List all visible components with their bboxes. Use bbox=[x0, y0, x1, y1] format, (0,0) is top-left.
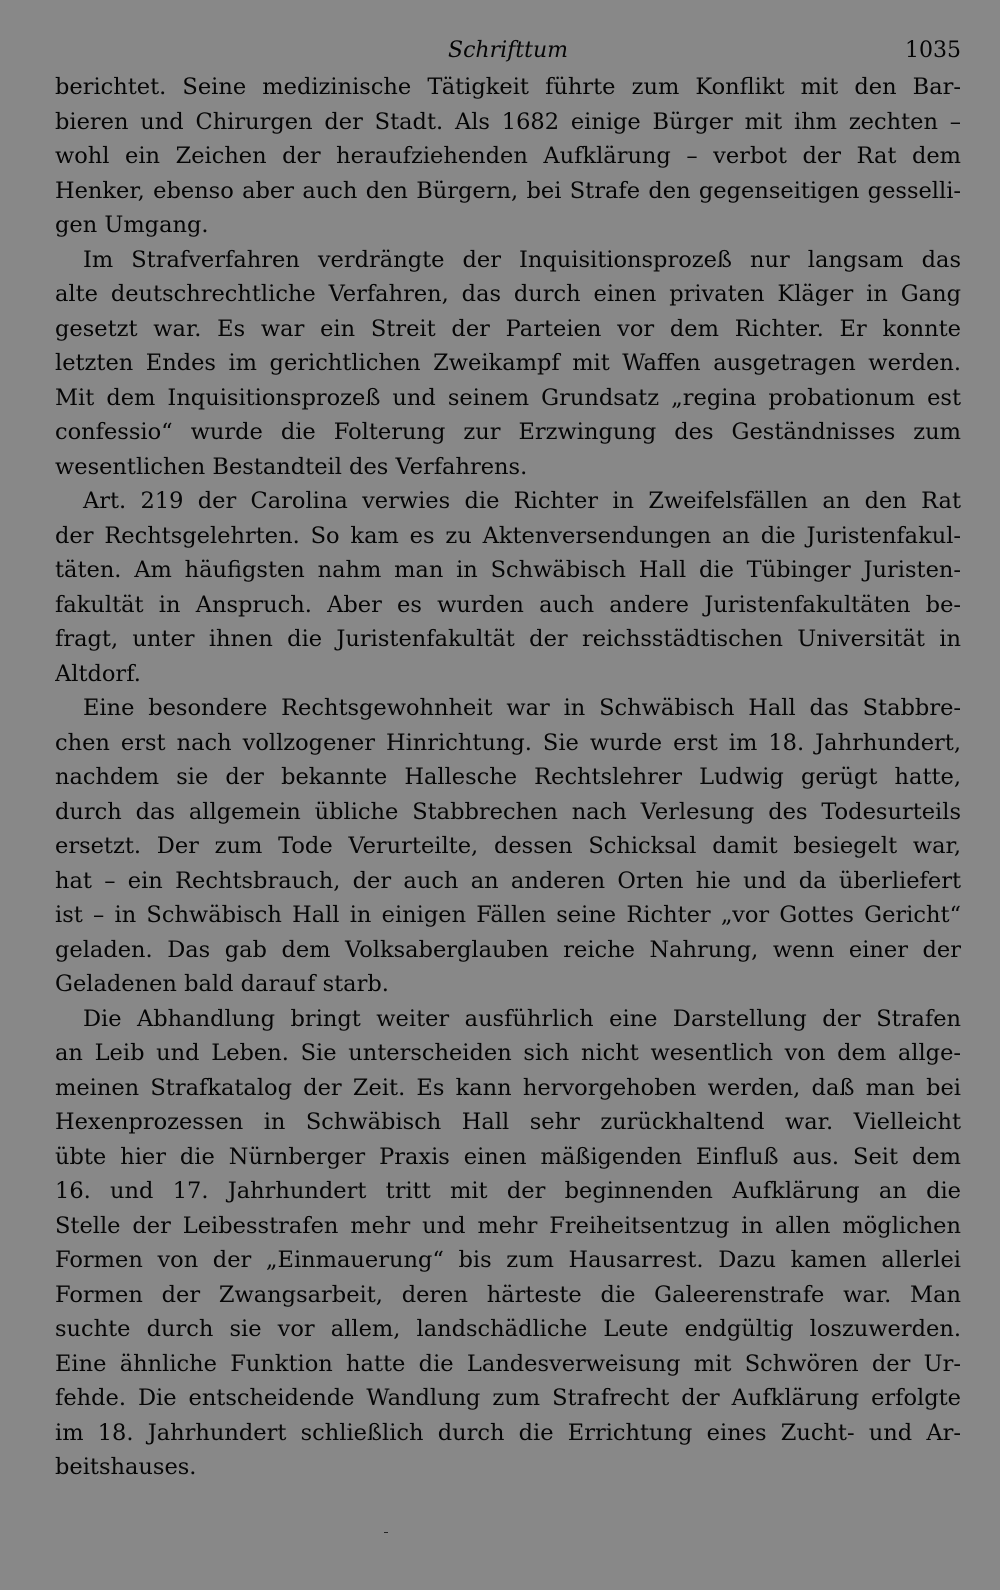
paragraph bbox=[55, 70, 961, 243]
text-line: Henker, ebenso aber auch den Bürgern, bei Strafe den gegenseitigen gesselli- bbox=[55, 177, 961, 204]
text-line: 16. und 17. Jahrhundert tritt mit der beginnenden Aufklärung an die bbox=[55, 1178, 961, 1204]
text-line: Altdorf. bbox=[55, 660, 141, 687]
paragraph bbox=[55, 691, 961, 1002]
text-line: übte hier die Nürnberger Praxis einen mäßigenden Einfluß aus. Seit dem bbox=[55, 1143, 961, 1170]
text-line: berichtet. Seine medizinische Tätigkeit führte zum Konflikt mit den Bar- bbox=[55, 74, 961, 100]
paragraph bbox=[55, 484, 961, 691]
running-title: Schrifttum bbox=[448, 38, 568, 63]
paragraph bbox=[55, 1002, 961, 1485]
text-line: Eine besondere Rechtsgewohnheit war in Schwäbisch Hall das Stabbre- bbox=[83, 695, 961, 721]
text-line: wohl ein Zeichen der heraufziehenden Aufklärung – verbot der Rat dem bbox=[55, 143, 961, 169]
text-line: Formen der Zwangsarbeit, deren härteste die Galeerenstrafe war. Man bbox=[55, 1281, 961, 1308]
text-line: an Leib und Leben. Sie unterscheiden sich nicht wesentlich von dem allge- bbox=[55, 1040, 961, 1066]
text-line: Art. 219 der Carolina verwies die Richter in Zweifelsfällen an den Rat bbox=[83, 488, 961, 514]
text-line: der Rechtsgelehrten. So kam es zu Aktenversendungen an die Juristenfakul- bbox=[55, 522, 961, 549]
running-head bbox=[55, 34, 961, 68]
text-line: wesentlichen Bestandteil des Verfahrens. bbox=[55, 453, 528, 480]
text-line: Stelle der Leibesstrafen mehr und mehr Freiheitsentzug in allen möglichen bbox=[55, 1212, 961, 1239]
text-line: confessio“ wurde die Folterung zur Erzwingung des Geständnisses zum bbox=[55, 419, 961, 445]
text-line: durch das allgemein übliche Stabbrechen nach Verlesung des Todesurteils bbox=[55, 798, 961, 825]
text-line: gesetzt war. Es war ein Streit der Parteien vor dem Richter. Er konnte bbox=[55, 315, 961, 342]
text-line: meinen Strafkatalog der Zeit. Es kann hervorgehoben werden, daß man bei bbox=[55, 1074, 961, 1101]
text-line: Formen von der „Einmauerung“ bis zum Hausarrest. Dazu kamen allerlei bbox=[55, 1247, 961, 1273]
text-line: bieren und Chirurgen der Stadt. Als 1682 einige Bürger mit ihm zechten – bbox=[55, 108, 961, 135]
text-line: ersetzt. Der zum Tode Verurteilte, dessen Schicksal damit besiegelt war, bbox=[55, 833, 961, 859]
text-line: Eine ähnliche Funktion hatte die Landesverweisung mit Schwören der Ur- bbox=[55, 1350, 961, 1377]
body-text bbox=[55, 70, 961, 1485]
text-line: Mit dem Inquisitionsprozeß und seinem Grundsatz „regina probationum est bbox=[55, 384, 961, 411]
scan-speck bbox=[384, 1532, 388, 1533]
text-line: hat – ein Rechtsbrauch, der auch an anderen Orten hie und da überliefert bbox=[55, 867, 961, 894]
paragraph bbox=[55, 243, 961, 485]
page-number: 1035 bbox=[905, 38, 961, 63]
text-line: suchte durch sie vor allem, landschädliche Leute endgültig loszuwerden. bbox=[55, 1316, 961, 1342]
text-line: Im Strafverfahren verdrängte der Inquisitionsprozeß nur langsam das bbox=[83, 246, 961, 273]
text-line: täten. Am häufigsten nahm man in Schwäbisch Hall die Tübinger Juristen- bbox=[55, 557, 961, 583]
text-line: letzten Endes im gerichtlichen Zweikampf mit Waffen ausgetragen werden. bbox=[55, 350, 961, 376]
text-line: Geladenen bald darauf starb. bbox=[55, 971, 389, 997]
text-line: fakultät in Anspruch. Aber es wurden auch andere Juristenfakultäten be- bbox=[55, 591, 961, 618]
book-page bbox=[55, 34, 961, 1485]
text-line: fehde. Die entscheidende Wandlung zum Strafrecht der Aufklärung erfolgte bbox=[55, 1385, 961, 1411]
text-line: beitshauses. bbox=[55, 1454, 197, 1480]
text-line: chen erst nach vollzogener Hinrichtung. Sie wurde erst im 18. Jahrhundert, bbox=[55, 729, 961, 756]
text-line: im 18. Jahrhundert schließlich durch die Errichtung eines Zucht- und Ar- bbox=[55, 1419, 961, 1446]
text-line: fragt, unter ihnen die Juristenfakultät der reichsstädtischen Universität in bbox=[55, 626, 961, 652]
text-line: geladen. Das gab dem Volksaberglauben reiche Nahrung, wenn einer der bbox=[55, 936, 961, 963]
text-line: Die Abhandlung bringt weiter ausführlich eine Darstellung der Strafen bbox=[83, 1005, 961, 1032]
text-line: alte deutschrechtliche Verfahren, das durch einen privaten Kläger in Gang bbox=[55, 281, 961, 307]
text-line: ist – in Schwäbisch Hall in einigen Fällen seine Richter „vor Gottes Gericht“ bbox=[55, 902, 961, 928]
text-line: nachdem sie der bekannte Hallesche Rechtslehrer Ludwig gerügt hatte, bbox=[55, 764, 961, 790]
text-line: gen Umgang. bbox=[55, 212, 209, 238]
text-line: Hexenprozessen in Schwäbisch Hall sehr zurückhaltend war. Vielleicht bbox=[55, 1109, 961, 1135]
